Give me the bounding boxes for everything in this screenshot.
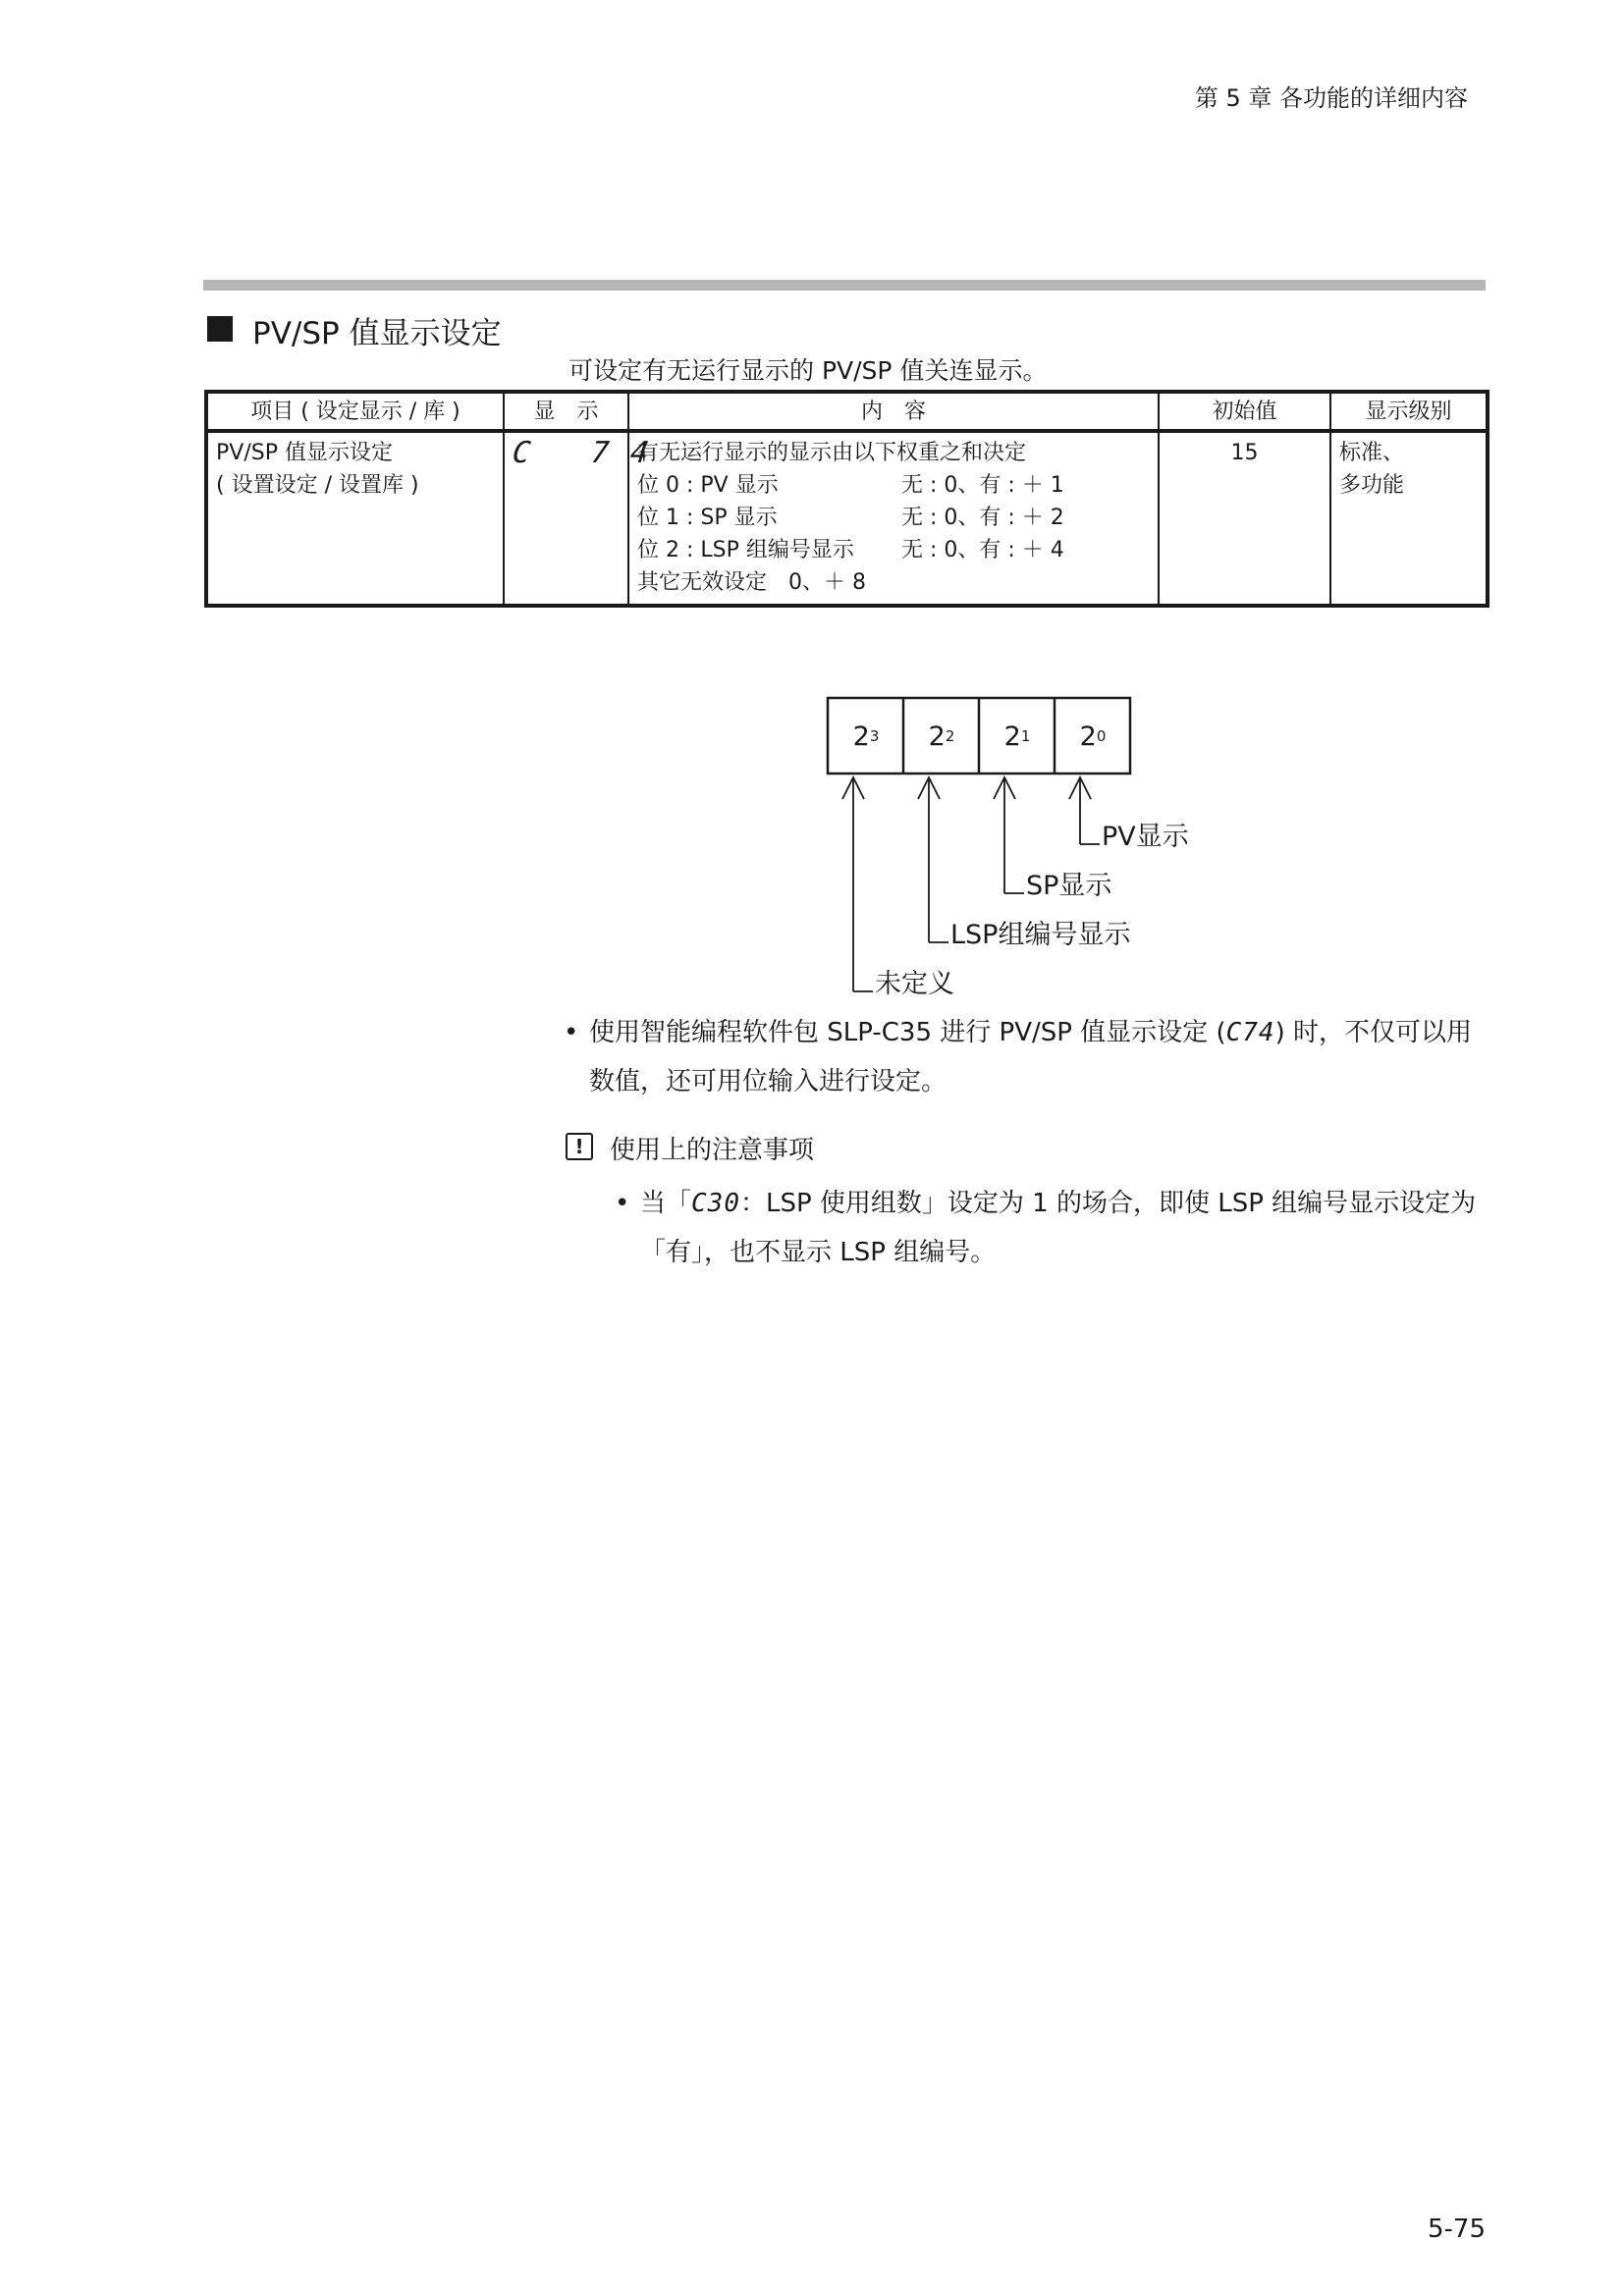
chapter-header: 第 5 章 各功能的详细内容	[1194, 84, 1468, 112]
content-summary: 有无运行显示的显示由以下权重之和决定	[637, 441, 1027, 465]
section-marker-icon	[207, 316, 233, 342]
item-cell	[206, 431, 504, 606]
caution-icon: !	[566, 1133, 593, 1160]
col-header-item: 项目 ( 设定显示 / 库 )	[206, 392, 504, 431]
label-pv-display: PV显示	[1102, 822, 1189, 852]
settings-table	[204, 390, 1489, 608]
section-rule	[203, 280, 1486, 291]
level-standard: 标准、	[1339, 441, 1405, 465]
table-row	[206, 431, 1488, 606]
level-cell	[1330, 431, 1488, 606]
bit-row: 位 2 : LSP 组编号显示 无 : 0、有 : ＋ 4	[637, 538, 1064, 562]
item-bank: ( 设置设定 / 设置库 )	[216, 473, 419, 498]
caution-title: 使用上的注意事项	[610, 1136, 815, 1165]
bit-row: 位 0 : PV 显示 无 : 0、有 : ＋ 1	[637, 473, 1064, 498]
display-cell	[504, 431, 673, 606]
section-title: PV/SP 值显示设定	[252, 316, 502, 351]
bit-cell-2-3: 2 3	[852, 721, 880, 752]
caution-paragraph: • 当「C30：LSP 使用组数」设定为 1 的场合，即使 LSP 组编号显示设定为「有」，也不显示 LSP 组编号。	[615, 1179, 1487, 1277]
label-sp-display: SP显示	[1026, 871, 1112, 901]
page-number: 5-75	[1427, 2215, 1486, 2244]
level-multi: 多功能	[1339, 473, 1405, 498]
bullet: •	[564, 1018, 579, 1047]
inline-code: C74	[1225, 1018, 1275, 1047]
label-undefined: 未定义	[875, 969, 954, 999]
col-header-display: 显 示	[504, 392, 628, 431]
col-header-initial: 初始值	[1159, 392, 1330, 431]
bit-cell-2-1: 2 1	[1003, 721, 1031, 752]
col-header-content: 内 容	[628, 392, 1159, 431]
section-intro: 可设定有无运行显示的 PV/SP 值关连显示。	[568, 356, 1048, 385]
bit-cell-2-0: 2 0	[1079, 721, 1107, 752]
bullet: •	[615, 1189, 630, 1218]
table-header-row	[206, 392, 1488, 431]
initial-value-cell: 15	[1159, 431, 1330, 606]
content-other: 其它无效设定 0、＋ 8	[637, 570, 866, 595]
label-lsp-group-display: LSP组编号显示	[950, 920, 1131, 950]
display-code: C 74	[511, 436, 673, 470]
content-cell	[628, 431, 1159, 606]
bit-cell-2-2: 2 2	[928, 721, 955, 752]
item-name: PV/SP 值显示设定	[216, 441, 393, 465]
bit-row: 位 1 : SP 显示 无 : 0、有 : ＋ 2	[637, 506, 1064, 530]
note-paragraph: • 使用智能编程软件包 SLP-C35 进行 PV/SP 值显示设定 (C74) 时，不仅可以用数值，还可用位输入进行设定。	[564, 1008, 1487, 1106]
col-header-level: 显示级别	[1330, 392, 1488, 431]
inline-code: C30	[691, 1189, 740, 1218]
